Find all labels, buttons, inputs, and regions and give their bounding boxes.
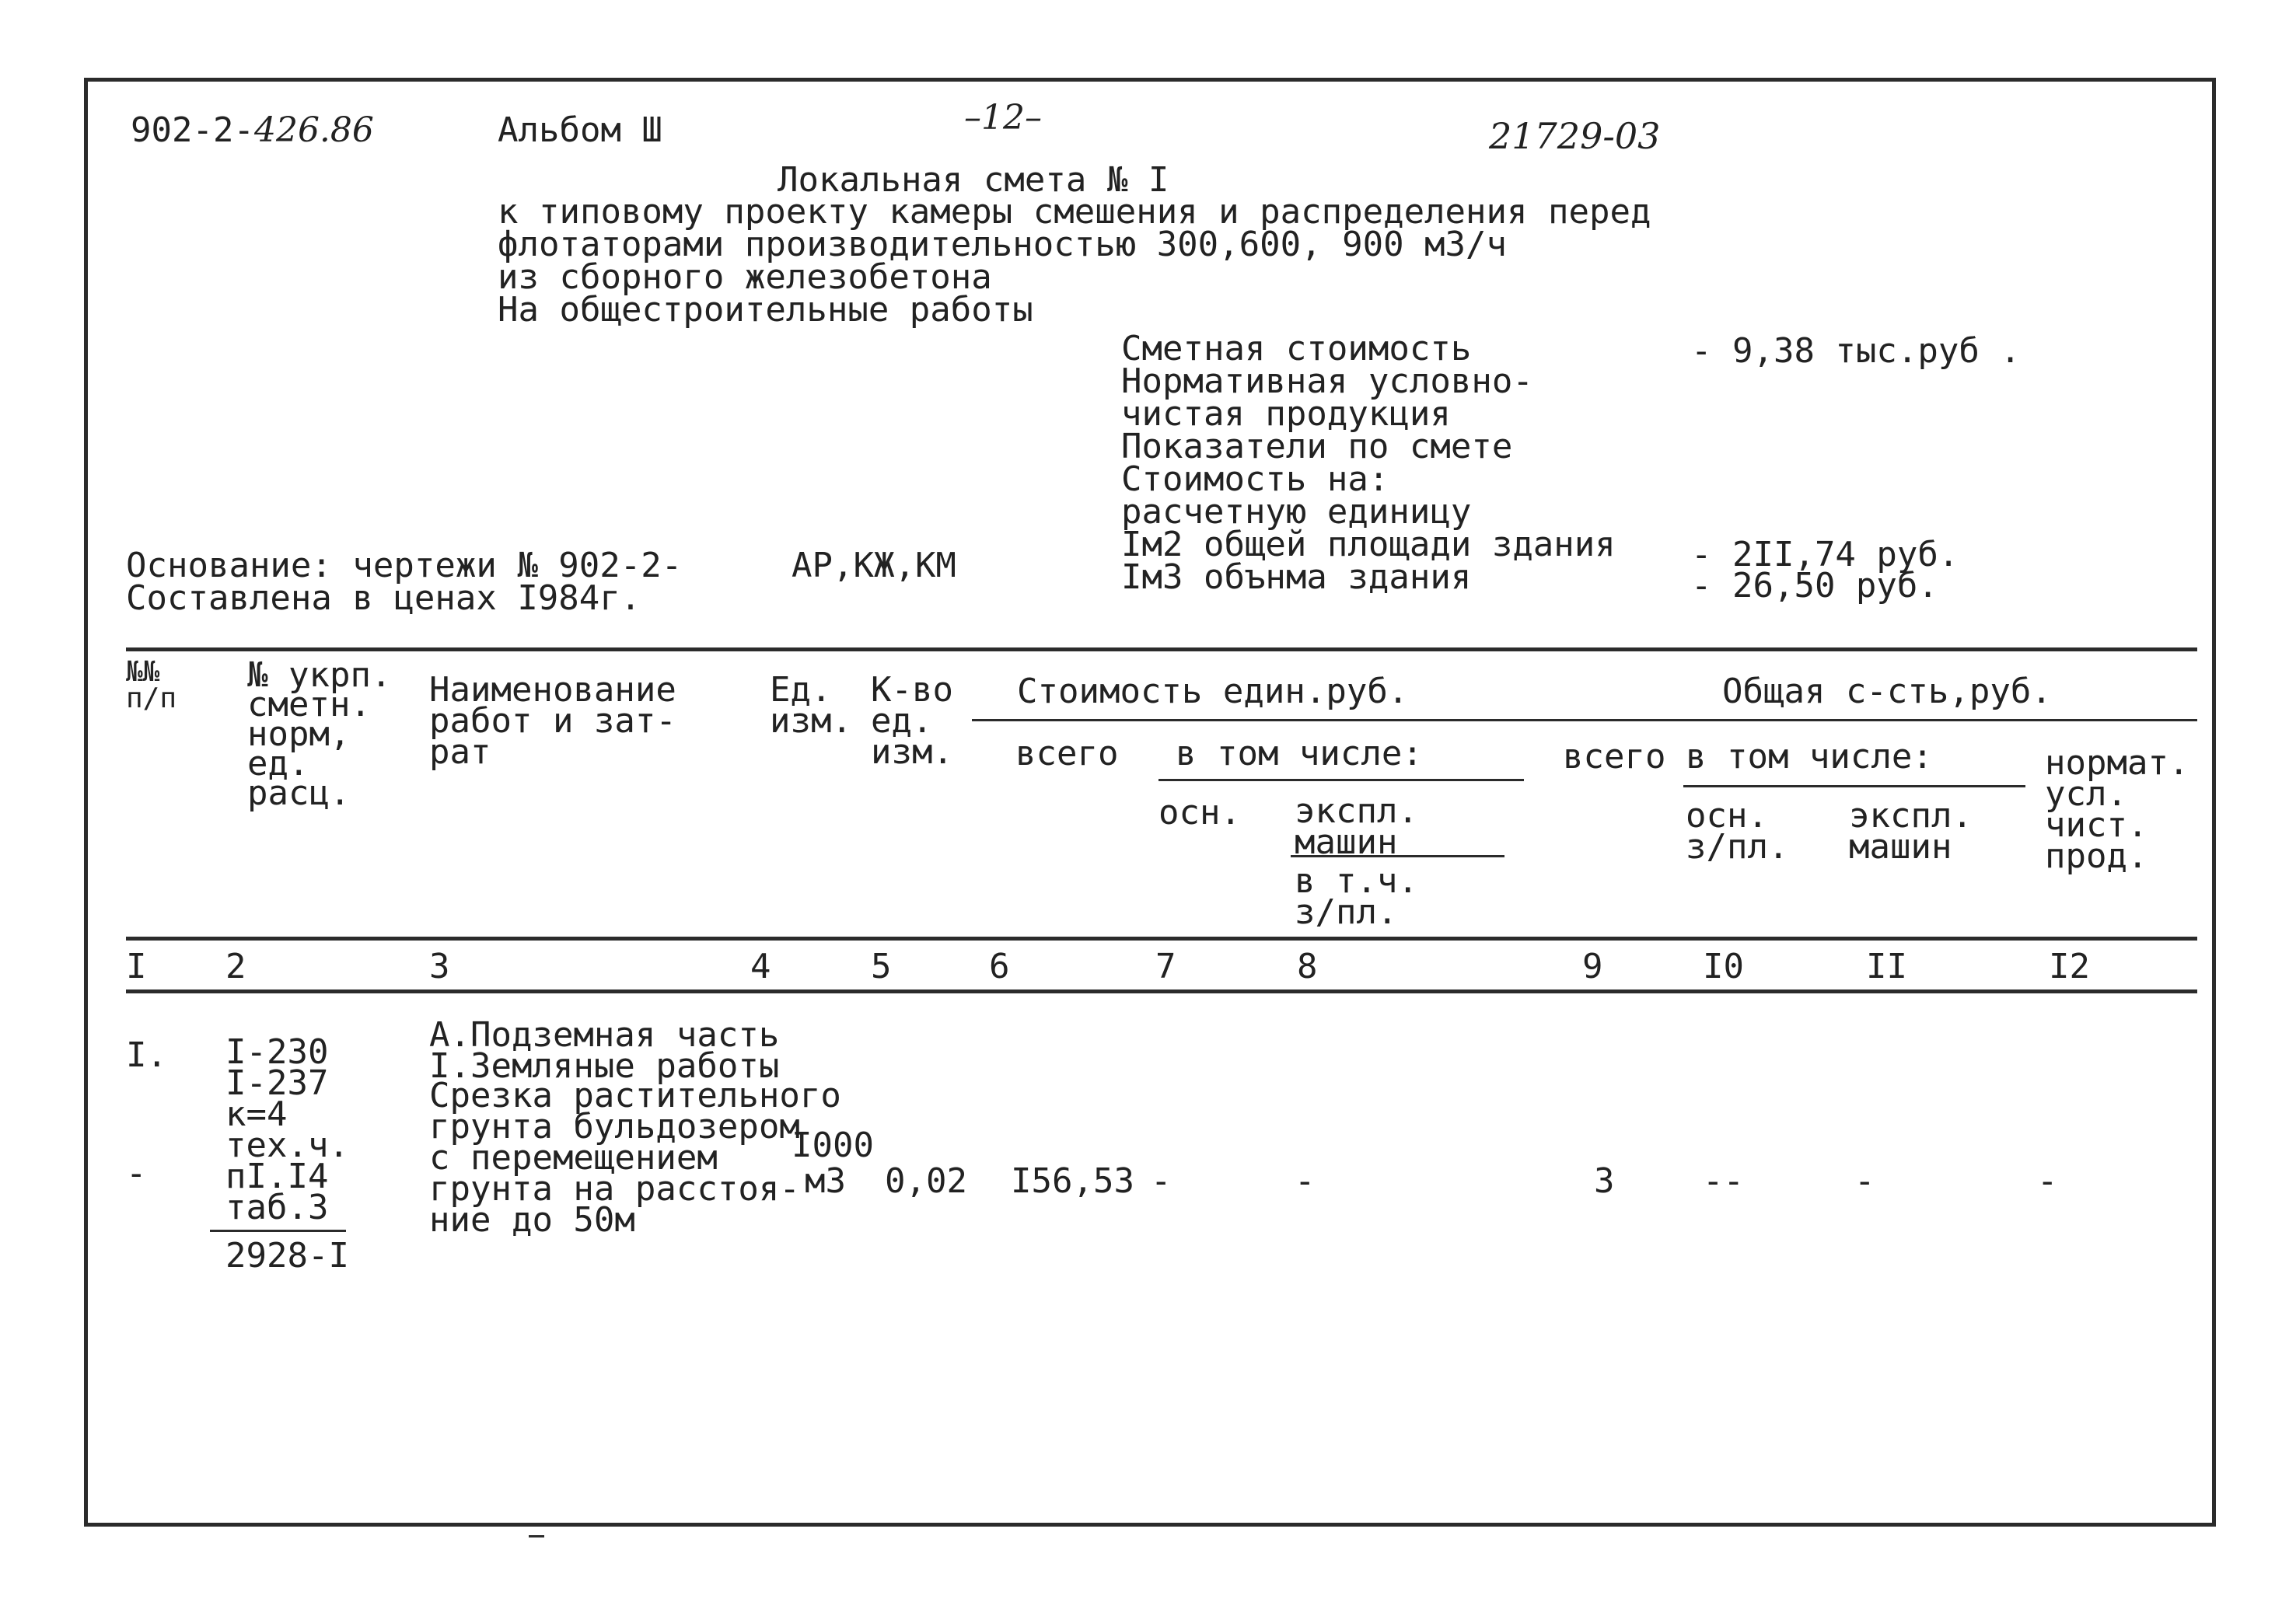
column-number-7: 7: [1155, 947, 1176, 986]
row-codes: I-230 I-237 к=4 тех.ч. пI.I4 таб.3: [225, 1032, 349, 1227]
column-number-12: I2: [2049, 947, 2090, 986]
estimate-description: к типовому проекту камеры смешения и распределения перед флотаторами производительностью 300,600, 900 м3/ч из сборного железобетона На общестроительные работы: [498, 192, 1651, 330]
row-unit-total: I56,53: [1011, 1161, 1134, 1201]
group-rule: [972, 719, 2197, 721]
row-unit-base: -: [1151, 1161, 1172, 1201]
header-unit-cost-group: Стоимость един.руб.: [1017, 672, 1409, 711]
row-total-machine: -: [1854, 1161, 1875, 1201]
column-number-8: 8: [1297, 947, 1318, 986]
row-number: I.: [126, 1035, 167, 1075]
row-dash: -: [126, 1154, 147, 1193]
header-col-quantity: К-во ед. изм.: [871, 670, 953, 772]
page-number: –12–: [964, 98, 1042, 138]
row-unit-bottom: м3: [805, 1161, 846, 1201]
column-number-11: II: [1866, 947, 1907, 986]
document-code: 902-2-426.86: [131, 110, 374, 150]
row-unit-top: I000: [792, 1126, 874, 1165]
header-col-name: Наименование работ и зат- рат: [429, 670, 676, 772]
row-code-bottom: 2928-I: [225, 1236, 349, 1276]
header-total-machine: экспл. машин: [1849, 796, 1973, 867]
numbers-bottom-rule: [126, 989, 2197, 993]
column-number-1: I: [126, 947, 147, 986]
column-number-3: 3: [429, 947, 450, 986]
header-unit-base: осн.: [1158, 793, 1241, 832]
estimate-title: Локальная смета № I: [778, 160, 1169, 200]
header-unit-machine: экспл. машин: [1295, 791, 1418, 862]
header-unit-incl: в том числе:: [1176, 734, 1423, 773]
bottom-mark: [529, 1535, 544, 1537]
row-unit-machine: -: [1295, 1161, 1316, 1201]
column-number-2: 2: [225, 947, 246, 986]
section-title: А.Подземная часть: [429, 1015, 780, 1055]
row-total-base: --: [1703, 1161, 1744, 1201]
unit-incl-rule: [1158, 779, 1524, 781]
row-total: 3: [1594, 1161, 1615, 1201]
total-incl-rule: [1683, 785, 2025, 787]
header-col-code: № укрп. сметн. норм, ед. расц.: [247, 655, 392, 813]
row-work-name: Срезка растительного грунта бульдозером с перемещением грунта на расстоя- ние до 50м: [429, 1076, 841, 1240]
header-total-incl: в том числе:: [1686, 737, 1933, 777]
summary-labels: Сметная стоимость Нормативная условно- чистая продукция Показатели по смете Стоимость на: расчетную единицу Iм2 общей площади здания Iм3 обънма здания: [1121, 329, 1616, 597]
header-col-number: №№ п/п: [126, 656, 177, 714]
column-number-6: 6: [989, 947, 1010, 986]
table-top-rule: [126, 647, 2197, 651]
basis-drawings: Основание: чертежи № 902-2-: [126, 546, 683, 585]
header-total-base: осн. з/пл.: [1686, 796, 1789, 867]
basis-sections: АР,КЖ,КМ: [792, 546, 956, 585]
registry-number: 21729-03: [1489, 115, 1661, 157]
row-normative: -: [2037, 1161, 2058, 1201]
column-number-9: 9: [1582, 947, 1603, 986]
header-total-group: Общая с-сть,руб.: [1722, 672, 2052, 711]
volume-cost-value: - 26,50 руб.: [1691, 566, 1938, 606]
header-col-unit: Ед. изм.: [770, 670, 852, 741]
header-normative: нормат. усл. чист. прод.: [2045, 743, 2189, 876]
column-number-5: 5: [871, 947, 892, 986]
subsection-title: I.Земляные работы: [429, 1046, 780, 1086]
header-unit-total: всего: [1015, 734, 1119, 773]
code-fraction-rule: [210, 1230, 346, 1232]
column-number-4: 4: [750, 947, 771, 986]
column-number-10: I0: [1703, 947, 1744, 986]
row-quantity: 0,02: [885, 1161, 967, 1201]
header-unit-machine-wage: в т.ч. з/пл.: [1295, 861, 1418, 932]
estimate-cost-value: - 9,38 тыс.руб .: [1691, 331, 2021, 371]
area-cost-value: - 2II,74 руб.: [1691, 535, 1959, 574]
header-total-total: всего: [1563, 737, 1666, 777]
album-label: Альбом Ш: [498, 110, 662, 150]
price-basis: Составлена в ценах I984г.: [126, 578, 641, 618]
header-bottom-rule: [126, 937, 2197, 941]
